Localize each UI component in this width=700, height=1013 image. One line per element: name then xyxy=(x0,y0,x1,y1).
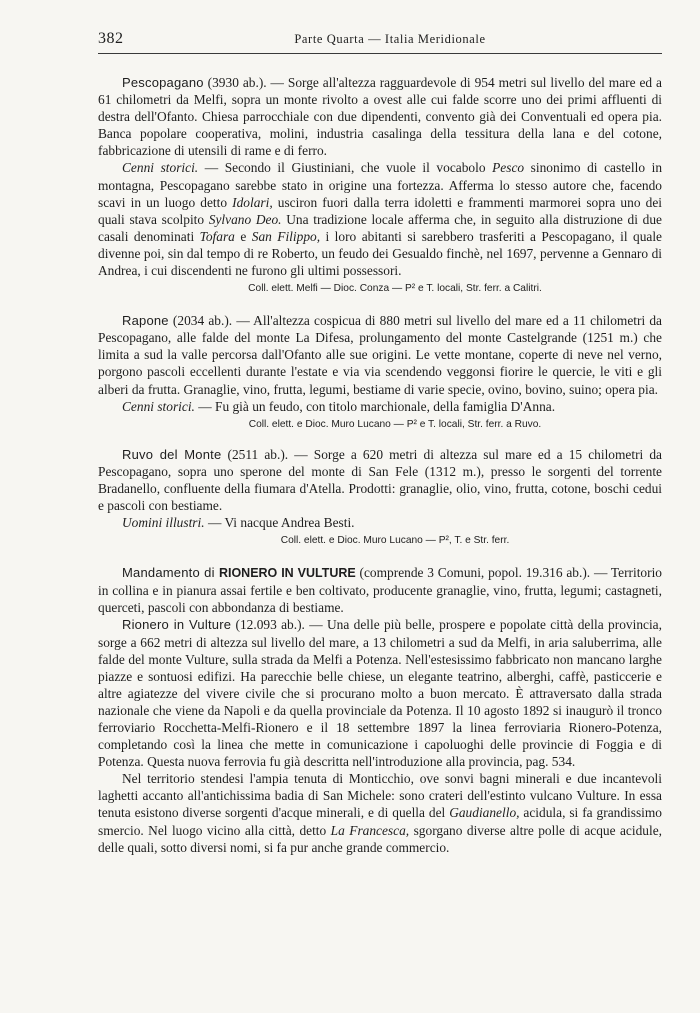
entry-description: Ruvo del Monte (2511 ab.). — Sorge a 620 metri di altezza sul mare ed a 15 chilometri da Pescopagano, sopra uno sperone del monte di San Fele (1312 m.), presso le sorgenti del torrente Bradanello, confluente della fiumara d'Atella. Prodotti: granaglie, olio, vino, frutta, cotone, boschi cedui e pascoli con bestiame. xyxy=(98,446,662,513)
entry-notable-people: Uomini illustri. — Vi nacque Andrea Besti. xyxy=(122,515,355,531)
entry-rapone xyxy=(98,312,662,432)
entry-heading: Pescopagano xyxy=(122,75,204,90)
header-rule xyxy=(98,53,662,54)
entry-heading: Ruvo del Monte xyxy=(122,446,222,462)
entry-reference-line: Coll. elett. e Dioc. Muro Lucano — P², T. e Str. ferr. xyxy=(280,535,510,547)
page-header xyxy=(98,30,662,52)
entry-reference-line: Coll. elett. e Dioc. Muro Lucano — P² e T. locali, Str. ferr. a Ruvo. xyxy=(248,418,542,430)
mandamento-description: Mandamento di RIONERO IN VULTURE (comprende 3 Comuni, popol. 19.316 ab.). — Territorio in collina e in pianura assai fertile e ben coltivato, producente granaglie, vino, frutta, legumi; castagneti, querceti, pascoli con abbondanza di bestiame. xyxy=(98,565,663,616)
entry-rionero-in-vulture: Rionero in Vulture (12.093 ab.). — Una delle più belle, prospere e popolate città della provincia, sorge a 662 metri di altezza sul livello del mare, a 13 chilometri a sud da Melfi, in aria saluberrima, alle falde del monte Vulture, sulla strada da Melfi a Potenza. Nell'estesissimo fabbricato non mancano larghe piazze e sontuosi edifizi. Ha parecchie belle chiese, un elegante teatrino, alberghi, caffè, pasticcerie e altre agiatezze del vivere civile che si procurano molto a buon mercato. È attraversato dalla strada nazionale che viene da Napoli e da quella provinciale da Potenza. Il 10 agosto 1892 si inaugurò il tronco ferroviario Rocchetta-Melfi-Rionero e il 18 settembre 1897 la linea ferroviaria Rionero-Potenza, completando così la linea che mette in comunicazione i capoluoghi delle provincie di Foggia e di Potenza. Questa nuova ferrovia fu già descritta nell'introduzione alla provincia, pag. 534. xyxy=(98,617,662,770)
entry-heading: Rionero in Vulture xyxy=(122,617,232,633)
entry-history: Cenni storici. — Secondo il Giustiniani, che vuole il vocabolo Pesco sinonimo di castello in montagna, Pescopagano sarebbe stato in origine una fortezza. Afferma lo stesso autore che, facendo scavi in un luogo detto Idolari, usciron fuori dalla terra idoletti e frammenti marmorei sopra uno dei quali stava scolpito Sylvano Deo. Una tradizione locale afferma che, in seguito alla distruzione di due casali denominati Tofara e San Filippo, i loro abitanti si sarebbero trasferiti a Pescopagano, il quale divenne poi, sin dal tempo di re Roberto, un feudo dei Gesualdo finchè, nel 1697, pervenne a Gennaro di Andrea, i cui discendenti ne furono gli ultimi possessori. xyxy=(98,160,663,279)
entry-pescopagano xyxy=(98,74,662,296)
entry-history: Cenni storici. — Fu già un feudo, con titolo marchionale, della famiglia D'Anna. xyxy=(122,398,556,414)
entry-reference-line: Coll. elett. Melfi — Dioc. Conza — P² e T. locali, Str. ferr. a Calitri. xyxy=(248,283,542,295)
mandamento-heading: RIONERO IN VULTURE xyxy=(218,566,356,581)
entry-ruvo-del-monte xyxy=(98,446,662,548)
entry-description: Rapone (2034 ab.). — All'altezza cospicua di 880 metri sul livello del mare ed a 11 chilometri da Pescopagano, alle falde del monte La Difesa, prolungamento del monte Castelgrande (1251 m.) che limita a sud la valle percorsa dall'Ofanto alle sue origini. Le vette montane, coperte di neve nel verno, porgono pascoli eccellenti durante l'estate e via via scendendo veggonsi fiorire le quercie, le viti e gli alberi da frutta. Granaglie, vino, frutta, legumi, bestiame di varie specie, ovino, bovino, suino; opera pia. xyxy=(98,313,662,397)
page-number: 382 xyxy=(98,30,124,47)
entry-description: Pescopagano (3930 ab.). — Sorge all'altezza ragguardevole di 954 metri sul livello del mare ed a 61 chilometri da Melfi, sopra un monte rivolto a ovest alle cui falde scorre uno dei primi affluenti di destra dell'Ofanto. Chiesa parrocchiale con due dipendenti, convento già dei Conventuali ed opera pia. Banca popolare cooperativa, molini, industria casalinga della tessitura della lana e del cotone, fabbricazione di utensili di rame e di ferro. xyxy=(98,75,662,159)
running-head: Parte Quarta — Italia Meridionale xyxy=(294,32,486,46)
mandamento-rionero xyxy=(98,564,662,856)
territory-paragraph: Nel territorio stendesi l'ampia tenuta di Monticchio, ove sonvi bagni minerali e due incantevoli laghetti accanto all'antichissima badia di San Michele: sono crateri dell'estinto vulcano Vulture. In essa tenuta esistono diverse sorgenti d'acque minerali, e di quella del Gaudianello, acidula, si fa grandissimo smercio. Nel luogo vicino alla città, detto La Francesca, sgorgano diverse altre polle di acque acidule, delle quali, sotto diversi nomi, si fa pur anche grande commercio. xyxy=(98,771,662,855)
page-body xyxy=(98,74,662,856)
entry-heading: Rapone xyxy=(122,313,169,329)
